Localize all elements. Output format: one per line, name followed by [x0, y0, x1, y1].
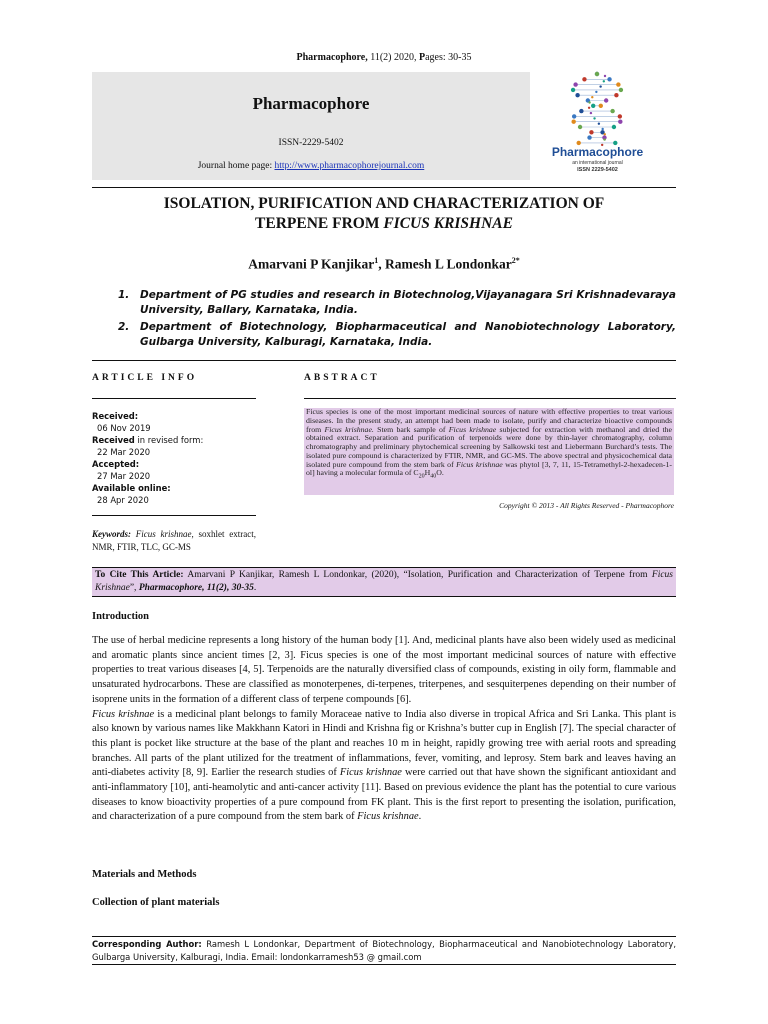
author-2: Ramesh L Londonkar [384, 256, 512, 272]
journal-issn: ISSN-2229-5402 [278, 138, 344, 148]
author-1-affil: 1 [374, 256, 379, 265]
title-text: TERPENE FROM [255, 215, 380, 232]
abstract-segment: O. [436, 468, 444, 478]
article-info-heading: ARTICLE INFO [92, 373, 198, 383]
intro-paragraph-2 [92, 708, 676, 826]
author-1: Amarvani P Kanjikar [248, 256, 375, 272]
affiliation-text: Department of PG studies and research in Biotechnolog,Vijayanagara Sri Krishnadevaraya University, Ballary, Karnataka, India. [140, 289, 676, 316]
introduction-heading: Introduction [92, 611, 149, 622]
affiliation-1 [118, 288, 676, 318]
article-dates [92, 410, 203, 506]
abstract-segment: H [424, 468, 431, 478]
abstract-heading: ABSTRACT [304, 373, 380, 383]
received-label: Received: [92, 411, 139, 421]
author-separator: , [378, 256, 385, 272]
keyword-species: Ficus krishnae [131, 529, 192, 539]
intro-species: Ficus krishnae [92, 708, 155, 720]
journal-issue: 11(2) 2020, [370, 52, 417, 63]
formula-subscript: 20 [418, 473, 425, 480]
corresponding-author [92, 936, 676, 965]
abstract-segment: was phytol [3, 7, 11, 15-Tetramethyl-2-hexadecen-1-ol] having a molecular formula of C [306, 459, 672, 478]
introduction-body [92, 634, 676, 825]
article-info-divider [92, 398, 256, 399]
corresponding-label: Corresponding Author: [92, 939, 202, 949]
abstract-segment: Ficus species is one of the most important medicinal sources of nature with effective properties to treat various diseases. In the present study, an attempt had been made to isolate, purify and characterize bioactive compounds from [306, 407, 672, 434]
title-line-2 [92, 214, 676, 234]
copyright-notice: Copyright © 2013 - All Rights Reserved - Pharmacophore [499, 501, 674, 510]
abstract-species: Ficus krishnae. [324, 424, 374, 434]
abstract-segment: subjected for extraction with methanol and dried the obtained extract. Separation and purification of terpenoids were done by thin-layer chromatography, column chromatography and preliminary phytochemical screening by Salkowski test and Liebermann Burchard’s tests. The isolated pure compound is characterized by FTIR, NMR, and GC-MS. The above spectral and physicochemical data isolated pure compound from the stem bark of [306, 424, 672, 469]
abstract-species: Ficus krishnae [448, 424, 497, 434]
citation-box [92, 567, 676, 597]
affiliation-2 [118, 320, 676, 350]
revised-label-rest: in revised form: [134, 435, 204, 445]
journal-homepage [92, 161, 530, 171]
affiliation-divider [92, 360, 676, 361]
journal-name: Pharmacophore, [296, 52, 368, 63]
corresponding-text: Ramesh L Londonkar, Department of Biotechnology, Biopharmaceutical and Nanobiotechnology Laboratory, Gulbarga University, Kalburagi, India. Email: londonkarramesh53 @ gmail.com [92, 939, 676, 962]
received-date: 06 Nov 2019 [97, 423, 151, 433]
formula-subscript: 40 [430, 473, 437, 480]
cite-species: Ficus Krishnae [95, 570, 673, 593]
collection-heading: Collection of plant materials [92, 897, 220, 908]
accepted-date: 27 Mar 2020 [97, 471, 151, 481]
pages-range: ages: 30-35 [425, 52, 472, 63]
header-divider [92, 187, 676, 188]
cite-label: To Cite This Article: [95, 570, 184, 580]
intro-species: Ficus krishnae [339, 767, 402, 779]
intro-species: Ficus krishnae [357, 811, 419, 823]
homepage-link[interactable]: http://www.pharmacophorejournal.com [274, 161, 425, 171]
journal-box-title: Pharmacophore [252, 94, 370, 113]
abstract-segment: Stem bark sample of [373, 424, 449, 434]
intro-segment: . [418, 811, 422, 823]
homepage-label: Journal home page: [197, 161, 273, 171]
online-date: 28 Apr 2020 [97, 495, 149, 505]
revised-label-bold: Received [92, 435, 135, 445]
abstract-text [304, 408, 674, 495]
article-title [92, 194, 676, 234]
keyword-list: , soxhlet extract, NMR, FTIR, TLC, GC-MS [92, 529, 256, 552]
cite-segment: ”, [129, 583, 139, 593]
logo-subtitle: an international journal [572, 160, 623, 166]
author-list [92, 256, 676, 273]
cite-segment: . [253, 583, 257, 593]
cite-journal: Pharmacophore, 11(2), 30-35 [138, 583, 254, 593]
title-species: FICUS KRISHNAE [383, 215, 513, 232]
intro-segment: were carried out that have shown the significant antioxidant and anti-inflammatory [10], anti-heamolytic and anti-cancer activity [11]. Based on previous evidence the plant has the potential to cure various diseases to know bioactivity properties of a pure compound from FK plant. This is the first report to presenting the isolation, purification, and characterization of a pure compound from the stem bark of [92, 767, 677, 823]
author-2-affil: 2* [511, 256, 520, 265]
keywords-divider [92, 515, 256, 516]
abstract-species: Ficus krishnae [456, 459, 503, 469]
intro-segment: is a medicinal plant belongs to family Moraceae native to India also diverse in tropical Africa and Sri Lanka. This plant is also known by various names like Makkhann Katori in Hindi and Krishna fig or Krishna’s butter cup in English [7]. The special character of this plant is pocket like structure at the base of the plant and reaches 10 m in height, rapidly growing tree with aerial roots and spreading branches. All parts of the plant utilized for the treatment of inflammations, fever, vomiting, and leprosy. Stem bark and leaves having an anti-diabetes activity [8, 9]. Earlier the research studies of [92, 708, 676, 779]
journal-citation-line [0, 52, 768, 63]
abstract-divider [304, 398, 676, 399]
intro-paragraph-1: The use of herbal medicine represents a long history of the human body [1]. And, medicinal plants have also been widely used as medicinal and aromatic plants since ancient times [2, 3]. Ficus species is one of the most important medicinal sources of nature with effective properties to treat various diseases [4, 5]. Terpenoids are the naturally diversified class of compounds, existing in oily form, flammable and unsaturated hydrocarbons. These are classified as monoterpenes, di-terpenes, triterpenes, and sesquiterpenes depending on their number of isoprene units in the formation of a different class of terpene compounds [6]. [92, 635, 676, 705]
logo-issn: ISSN 2229-5402 [577, 167, 618, 173]
accepted-label: Accepted: [92, 459, 140, 469]
revised-label [92, 434, 203, 446]
keywords-label: Keywords: [92, 529, 131, 539]
title-line-1: ISOLATION, PURIFICATION AND CHARACTERIZATION OF [163, 195, 605, 212]
methods-heading: Materials and Methods [92, 869, 197, 880]
revised-date: 22 Mar 2020 [97, 447, 151, 457]
affiliation-number: 2. [118, 321, 130, 333]
affiliation-text: Department of Biotechnology, Biopharmaceutical and Nanobiotechnology Laboratory, Gulbarga University, Kalburagi, Karnataka, India. [140, 321, 676, 348]
keywords [92, 528, 256, 554]
pages-initial: P [419, 52, 426, 63]
cite-segment: Amarvani P Kanjikar, Ramesh L Londonkar, (2020), “Isolation, Purification and Characterization of Terpene from [183, 570, 652, 580]
affiliation-number: 1. [118, 289, 130, 301]
online-label: Available online: [92, 483, 171, 493]
logo-name: Pharmacophore [551, 145, 644, 159]
